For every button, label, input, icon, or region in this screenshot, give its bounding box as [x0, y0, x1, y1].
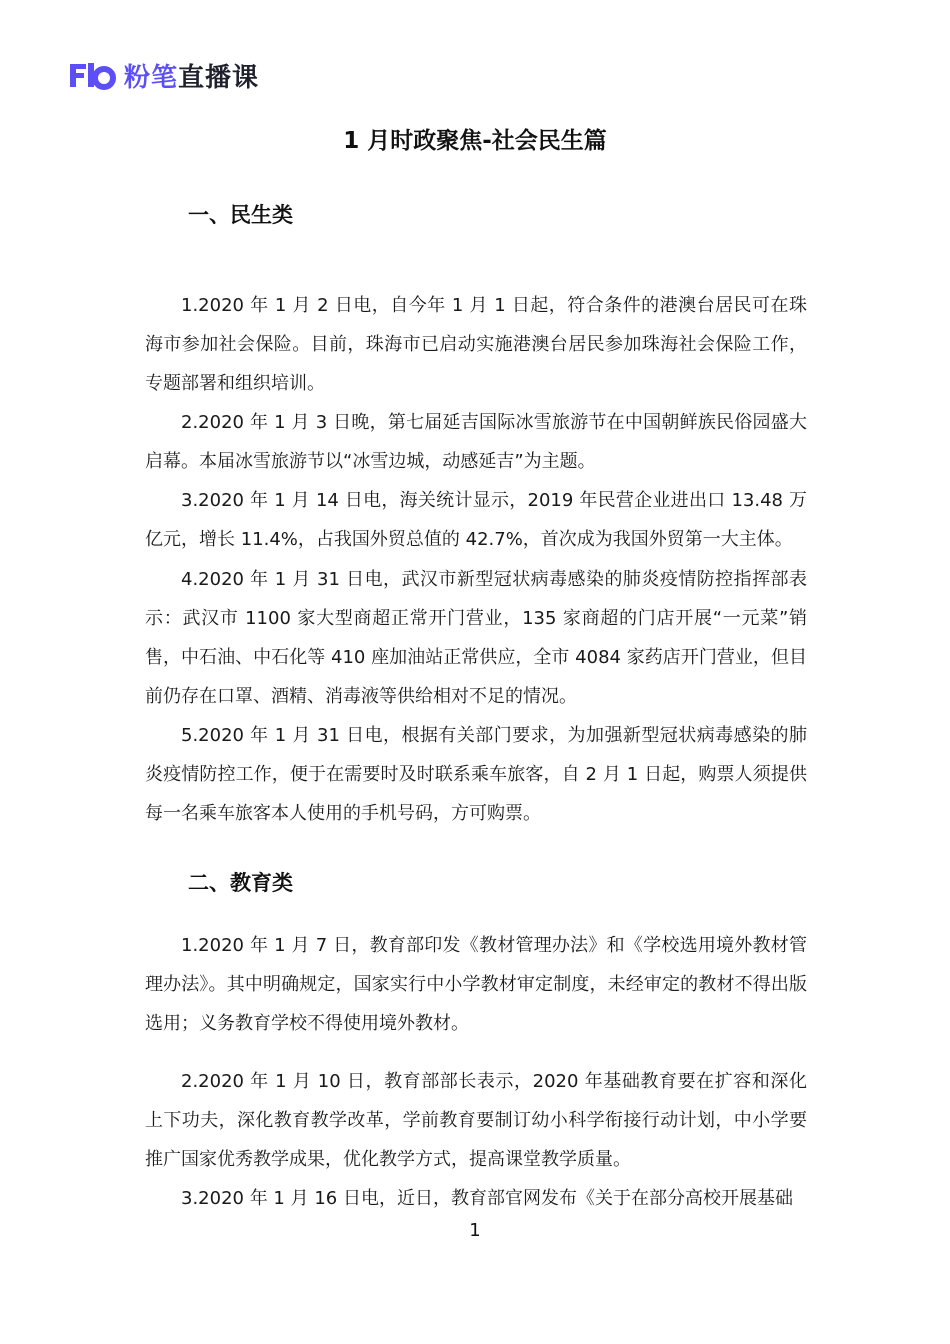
brand-logo	[68, 58, 259, 92]
paragraph: 5.2020 年 1 月 31 日电，根据有关部门要求，为加强新型冠状病毒感染的肺炎疫情防控工作，便于在需要时及时联系乘车旅客，自 2 月 1 日起，购票人须提供每一名乘车旅客本人使用的手机号码，方可购票。	[145, 725, 807, 824]
paragraph: 2.2020 年 1 月 10 日，教育部部长表示，2020 年基础教育要在扩容和深化上下功夫，深化教育教学改革，学前教育要制订幼小科学衔接行动计划，中小学要推广国家优秀教学成果，优化教学方式，提高课堂教学质量。	[145, 1071, 807, 1170]
paragraph: 1.2020 年 1 月 2 日电，自今年 1 月 1 日起，符合条件的港澳台居民可在珠海市参加社会保险。目前，珠海市已启动实施港澳台居民参加珠海社会保险工作，专题部署和组织培训。	[145, 295, 807, 394]
paragraph: 4.2020 年 1 月 31 日电，武汉市新型冠状病毒感染的肺炎疫情防控指挥部表示：武汉市 1100 家大型商超正常开门营业，135 家商超的门店开展“一元菜”销售，中石油、中石化等 410 座加油站正常供应，全市 4084 家药店开门营业，但目前仍存在口罩、酒精、消毒液等供给相对不足的情况。	[145, 569, 807, 707]
logo-wordmark	[124, 57, 259, 94]
paragraph: 1.2020 年 1 月 7 日，教育部印发《教材管理办法》和《学校选用境外教材管理办法》。其中明确规定，国家实行中小学教材审定制度，未经审定的教材不得出版选用；义务教育学校不得使用境外教材。	[145, 935, 807, 1034]
paragraph: 3.2020 年 1 月 16 日电，近日，教育部官网发布《关于在部分高校开展基础	[181, 1188, 793, 1209]
paragraph: 3.2020 年 1 月 14 日电，海关统计显示，2019 年民营企业进出口 13.48 万亿元，增长 11.4%，占我国外贸总值的 42.7%，首次成为我国外贸第一大主体。	[145, 490, 807, 550]
paragraph: 2.2020 年 1 月 3 日晚，第七届延吉国际冰雪旅游节在中国朝鲜族民俗园盛大启幕。本届冰雪旅游节以“冰雪边城，动感延吉”为主题。	[145, 412, 807, 472]
page-number: 1	[469, 1220, 481, 1241]
logo-sub-text: 直播课	[178, 62, 260, 93]
logo-brand-text: 粉笔	[124, 62, 179, 93]
section-heading-education: 二、教育类	[188, 871, 293, 895]
section-heading-livelihood: 一、民生类	[188, 203, 293, 227]
page-title: 1 月时政聚焦-社会民生篇	[343, 128, 607, 154]
fb-logo-icon	[68, 60, 118, 90]
